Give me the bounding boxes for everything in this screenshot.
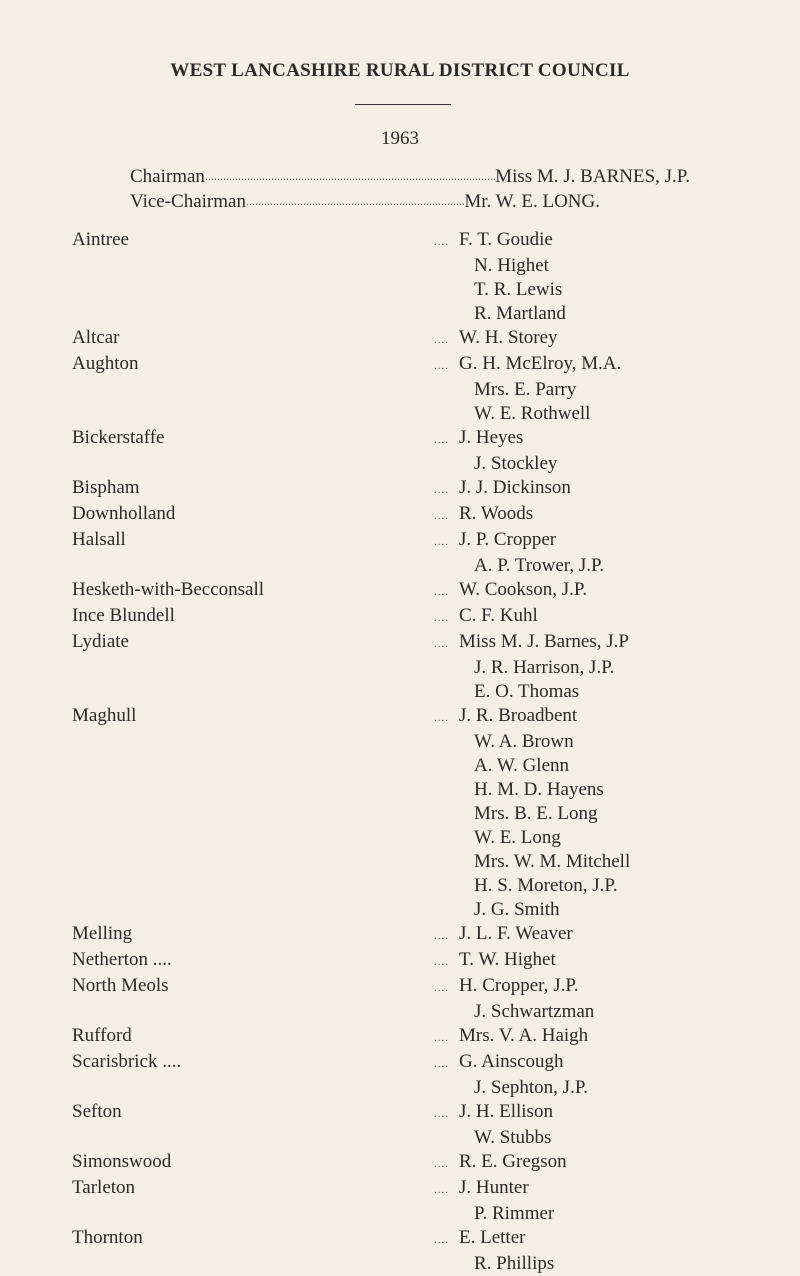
member-text: T. W. Highet — [459, 949, 556, 970]
parish-row — [72, 974, 772, 1024]
member-text: J. Hunter — [459, 1177, 529, 1198]
parish-members — [434, 604, 538, 630]
member-name — [474, 680, 629, 704]
parish-name: Aintree — [72, 229, 129, 250]
parish-members — [434, 948, 556, 974]
member-text: G. H. McElroy, M.A. — [459, 353, 622, 374]
member-name — [474, 452, 557, 476]
dot-leader: .... — [434, 484, 449, 496]
dot-leader: .... — [434, 1058, 449, 1070]
member-text: J. Stockley — [474, 453, 558, 474]
parish-members — [434, 578, 588, 604]
parish-name: Scarisbrick .... — [72, 1051, 182, 1072]
member-text: W. H. Storey — [459, 327, 558, 348]
parish-members — [434, 1050, 589, 1100]
officer-name: Mr. W. E. LONG. — [464, 191, 600, 212]
parish-members — [434, 352, 622, 426]
member-text: W. E. Rothwell — [474, 403, 591, 424]
dot-leader: .... — [434, 1108, 449, 1120]
member-name — [474, 754, 630, 778]
parish-name: Netherton .... — [72, 949, 172, 970]
parish-members — [434, 704, 631, 922]
member-text: P. Rimmer — [474, 1203, 555, 1224]
parish-row — [72, 502, 772, 528]
parish-row — [72, 948, 772, 974]
parish-row — [72, 1176, 772, 1226]
parish-members — [434, 502, 534, 528]
parish-name: North Meols — [72, 975, 169, 996]
member-name — [474, 778, 630, 802]
dot-leader: .... — [434, 1234, 449, 1246]
member-text: J. Schwartzman — [474, 1001, 595, 1022]
member-text: J. H. Ellison — [459, 1101, 553, 1122]
member-text: R. Phillips — [474, 1253, 555, 1274]
member-text: J. Sephton, J.P. — [474, 1077, 589, 1098]
member-text: W. Stubbs — [474, 1127, 552, 1148]
dot-leader: .... — [434, 1158, 449, 1170]
parish-name: Maghull — [72, 705, 137, 726]
title-divider — [355, 104, 451, 105]
parish-row — [72, 326, 772, 352]
parish-row — [72, 426, 772, 476]
member-name — [474, 898, 630, 922]
member-name — [474, 302, 566, 326]
parish-row — [72, 228, 772, 326]
member-name — [474, 402, 621, 426]
member-text: G. Ainscough — [459, 1051, 564, 1072]
member-text: H. M. D. Hayens — [474, 779, 604, 800]
parish-row — [72, 1150, 772, 1176]
member-text: A. P. Trower, J.P. — [474, 555, 605, 576]
member-text: T. R. Lewis — [474, 279, 563, 300]
parish-row — [72, 1100, 772, 1150]
parish-name: Thornton — [72, 1227, 143, 1248]
dot-leader: .... — [434, 334, 449, 346]
member-name — [474, 1076, 588, 1100]
parish-name: Melling — [72, 923, 133, 944]
parish-name: Lydiate — [72, 631, 129, 652]
member-text: J. R. Harrison, J.P. — [474, 657, 615, 678]
parish-name: Sefton — [72, 1101, 122, 1122]
member-text: W. E. Long — [474, 827, 561, 848]
member-name — [474, 826, 630, 850]
officer-name: Miss M. J. BARNES, J.P. — [495, 166, 690, 187]
parish-name: Hesketh-with-Becconsall — [72, 579, 265, 600]
member-text: J. G. Smith — [474, 899, 560, 920]
member-text: R. Woods — [459, 503, 534, 524]
dot-leader: .... — [434, 1032, 449, 1044]
parish-name: Ince Blundell — [72, 605, 175, 626]
parish-member-list — [72, 228, 772, 1276]
member-text: J. J. Dickinson — [459, 477, 571, 498]
parish-members — [434, 630, 629, 704]
officer-role: Vice-Chairman — [130, 191, 246, 212]
member-text: H. Cropper, J.P. — [459, 975, 579, 996]
member-text: N. Highet — [474, 255, 549, 276]
dot-leader: .... — [434, 638, 449, 650]
member-name — [474, 656, 629, 680]
dot-leader — [205, 169, 495, 188]
parish-members — [434, 1150, 567, 1176]
parish-name: Tarleton — [72, 1177, 136, 1198]
parish-members — [434, 228, 566, 326]
member-text: C. F. Kuhl — [459, 605, 538, 626]
dot-leader: .... — [434, 930, 449, 942]
member-text: R. E. Gregson — [459, 1151, 567, 1172]
member-text: Mrs. B. E. Long — [474, 803, 598, 824]
parish-members — [434, 326, 558, 352]
parish-members — [434, 426, 558, 476]
dot-leader: .... — [434, 982, 449, 994]
member-text: W. A. Brown — [474, 731, 574, 752]
parish-name: Downholland — [72, 503, 176, 524]
member-name — [474, 254, 566, 278]
parish-name: Aughton — [72, 353, 139, 374]
parish-name: Halsall — [72, 529, 126, 550]
member-text: W. Cookson, J.P. — [459, 579, 588, 600]
parish-row — [72, 578, 772, 604]
dot-leader: .... — [434, 360, 449, 372]
document-title: WEST LANCASHIRE RURAL DISTRICT COUNCIL — [170, 60, 630, 81]
member-text: Mrs. E. Parry — [474, 379, 577, 400]
parish-row — [72, 1226, 772, 1276]
parish-row — [72, 1050, 772, 1100]
parish-name: Rufford — [72, 1025, 132, 1046]
parish-members — [434, 476, 571, 502]
dot-leader: .... — [434, 612, 449, 624]
vice-chairman-line — [130, 191, 600, 213]
parish-members — [434, 1176, 555, 1226]
parish-row — [72, 528, 772, 578]
dot-leader: .... — [434, 536, 449, 548]
member-text: R. Martland — [474, 303, 566, 324]
parish-row — [72, 630, 772, 704]
member-text: J. L. F. Weaver — [459, 923, 573, 944]
parish-row — [72, 1024, 772, 1050]
parish-row — [72, 352, 772, 426]
officer-role: Chairman — [130, 166, 205, 187]
member-text: J. Heyes — [459, 427, 524, 448]
parish-members — [434, 528, 605, 578]
parish-members — [434, 1100, 553, 1150]
member-name — [474, 850, 630, 874]
parish-name: Bispham — [72, 477, 140, 498]
member-name — [474, 802, 630, 826]
member-name — [474, 1202, 554, 1226]
parish-row — [72, 922, 772, 948]
dot-leader: .... — [434, 586, 449, 598]
document-year: 1963 — [381, 128, 419, 149]
member-name — [474, 1000, 594, 1024]
member-text: Mrs. V. A. Haigh — [459, 1025, 589, 1046]
dot-leader: .... — [434, 434, 449, 446]
member-text: F. T. Goudie — [459, 229, 553, 250]
parish-name: Bickerstaffe — [72, 427, 165, 448]
member-name — [474, 278, 566, 302]
chairman-line — [130, 166, 690, 188]
dot-leader: .... — [434, 956, 449, 968]
dot-leader — [246, 194, 464, 213]
parish-members — [434, 922, 573, 948]
member-text: H. S. Moreton, J.P. — [474, 875, 618, 896]
member-name — [474, 554, 604, 578]
member-text: Miss M. J. Barnes, J.P — [459, 631, 629, 652]
member-text: A. W. Glenn — [474, 755, 569, 776]
dot-leader: .... — [434, 1184, 449, 1196]
parish-row — [72, 476, 772, 502]
member-text: J. P. Cropper — [459, 529, 557, 550]
parish-members — [434, 974, 595, 1024]
parish-name: Simonswood — [72, 1151, 172, 1172]
member-name — [474, 874, 630, 898]
parish-row — [72, 604, 772, 630]
dot-leader: .... — [434, 510, 449, 522]
member-name — [474, 1252, 554, 1276]
dot-leader: .... — [434, 712, 449, 724]
member-text: J. R. Broadbent — [459, 705, 578, 726]
parish-members — [434, 1226, 555, 1276]
parish-members — [434, 1024, 589, 1050]
member-name — [474, 730, 630, 754]
parish-row — [72, 704, 772, 922]
member-text: E. Letter — [459, 1227, 526, 1248]
member-name — [474, 378, 621, 402]
member-text: E. O. Thomas — [474, 681, 580, 702]
parish-name: Altcar — [72, 327, 120, 348]
dot-leader: .... — [434, 236, 449, 248]
member-name — [474, 1126, 553, 1150]
member-text: Mrs. W. M. Mitchell — [474, 851, 631, 872]
